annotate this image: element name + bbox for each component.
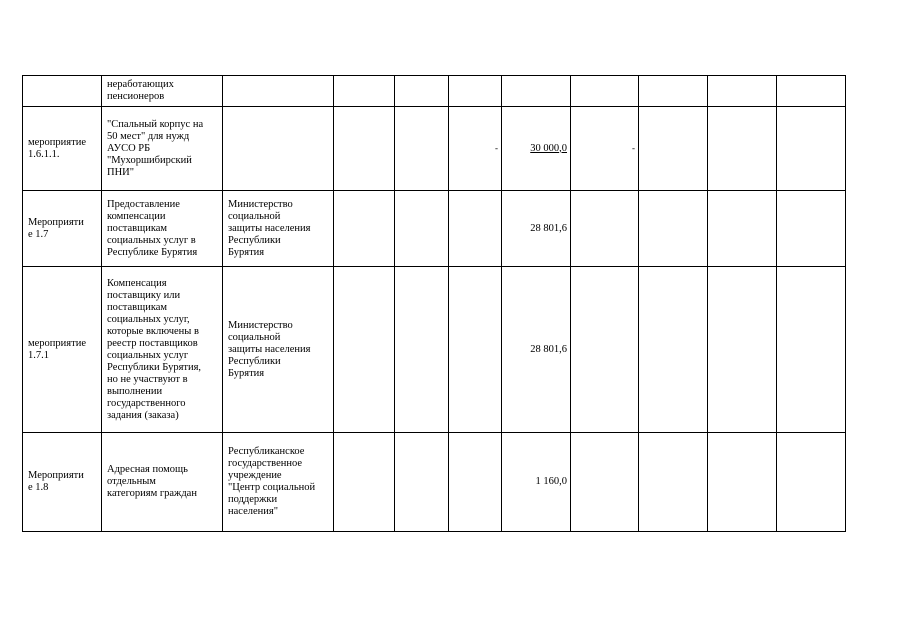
activity-code-cell: [23, 76, 102, 107]
activity-code-cell: Мероприяти е 1.7: [23, 191, 102, 267]
empty-cell: [708, 433, 777, 532]
dash-mark: -: [632, 143, 635, 153]
activity-name-cell: Адресная помощь отдельным категориям граждан: [102, 433, 223, 532]
dash-mark: -: [495, 143, 498, 153]
empty-cell: [395, 267, 449, 433]
empty-cell: [777, 76, 846, 107]
executor-cell: Министерство социальной защиты населения Республики Бурятия: [223, 267, 334, 433]
activity-name-cell: Компенсация поставщику или поставщикам социальных услуг, которые включены в реестр поставщиков социальных услуг Республики Бурятия, но не участвуют в выполнении государственного задания (заказа): [102, 267, 223, 433]
empty-cell: [639, 76, 708, 107]
empty-cell: [708, 107, 777, 191]
table-row: [23, 191, 846, 267]
amount-cell: 28 801,6: [502, 191, 571, 267]
amount-cell: [502, 76, 571, 107]
empty-cell: [395, 433, 449, 532]
empty-cell: [571, 76, 639, 107]
empty-cell: [334, 76, 395, 107]
activity-code-cell: Мероприяти е 1.8: [23, 433, 102, 532]
empty-cell: [395, 107, 449, 191]
empty-cell: [395, 191, 449, 267]
amount-value: 30 000,0: [530, 142, 567, 154]
activity-code-cell: мероприятие 1.7.1: [23, 267, 102, 433]
activity-name-cell: неработающих пенсионеров: [102, 76, 223, 107]
empty-cell: [571, 191, 639, 267]
dash-cell: [449, 107, 502, 191]
activity-name-cell: Предоставление компенсации поставщикам социальных услуг в Республике Бурятия: [102, 191, 223, 267]
empty-cell: [571, 433, 639, 532]
empty-cell: [334, 107, 395, 191]
executor-cell: [223, 76, 334, 107]
amount-cell: 28 801,6: [502, 267, 571, 433]
executor-cell: [223, 107, 334, 191]
empty-cell: [334, 191, 395, 267]
table-row: [23, 76, 846, 107]
empty-cell: [708, 76, 777, 107]
empty-cell: [639, 267, 708, 433]
empty-cell: [449, 433, 502, 532]
table-row: [23, 267, 846, 433]
dash-cell: [571, 107, 639, 191]
amount-cell: [502, 107, 571, 191]
executor-cell: Республиканское государственное учреждение "Центр социальной поддержки населения": [223, 433, 334, 532]
program-activities-table: [22, 75, 846, 532]
executor-cell: Министерство социальной защиты населения Республики Бурятия: [223, 191, 334, 267]
amount-cell: 1 160,0: [502, 433, 571, 532]
activity-name-cell: "Спальный корпус на 50 мест" для нужд АУСО РБ "Мухоршибирский ПНИ": [102, 107, 223, 191]
empty-cell: [708, 267, 777, 433]
empty-cell: [777, 433, 846, 532]
empty-cell: [639, 107, 708, 191]
empty-cell: [639, 433, 708, 532]
empty-cell: [708, 191, 777, 267]
empty-cell: [334, 433, 395, 532]
table-row: [23, 433, 846, 532]
empty-cell: [777, 267, 846, 433]
empty-cell: [395, 76, 449, 107]
empty-cell: [449, 76, 502, 107]
activity-code-cell: мероприятие 1.6.1.1.: [23, 107, 102, 191]
empty-cell: [639, 191, 708, 267]
empty-cell: [777, 107, 846, 191]
empty-cell: [449, 267, 502, 433]
empty-cell: [777, 191, 846, 267]
empty-cell: [449, 191, 502, 267]
empty-cell: [571, 267, 639, 433]
empty-cell: [334, 267, 395, 433]
table-row: [23, 107, 846, 191]
